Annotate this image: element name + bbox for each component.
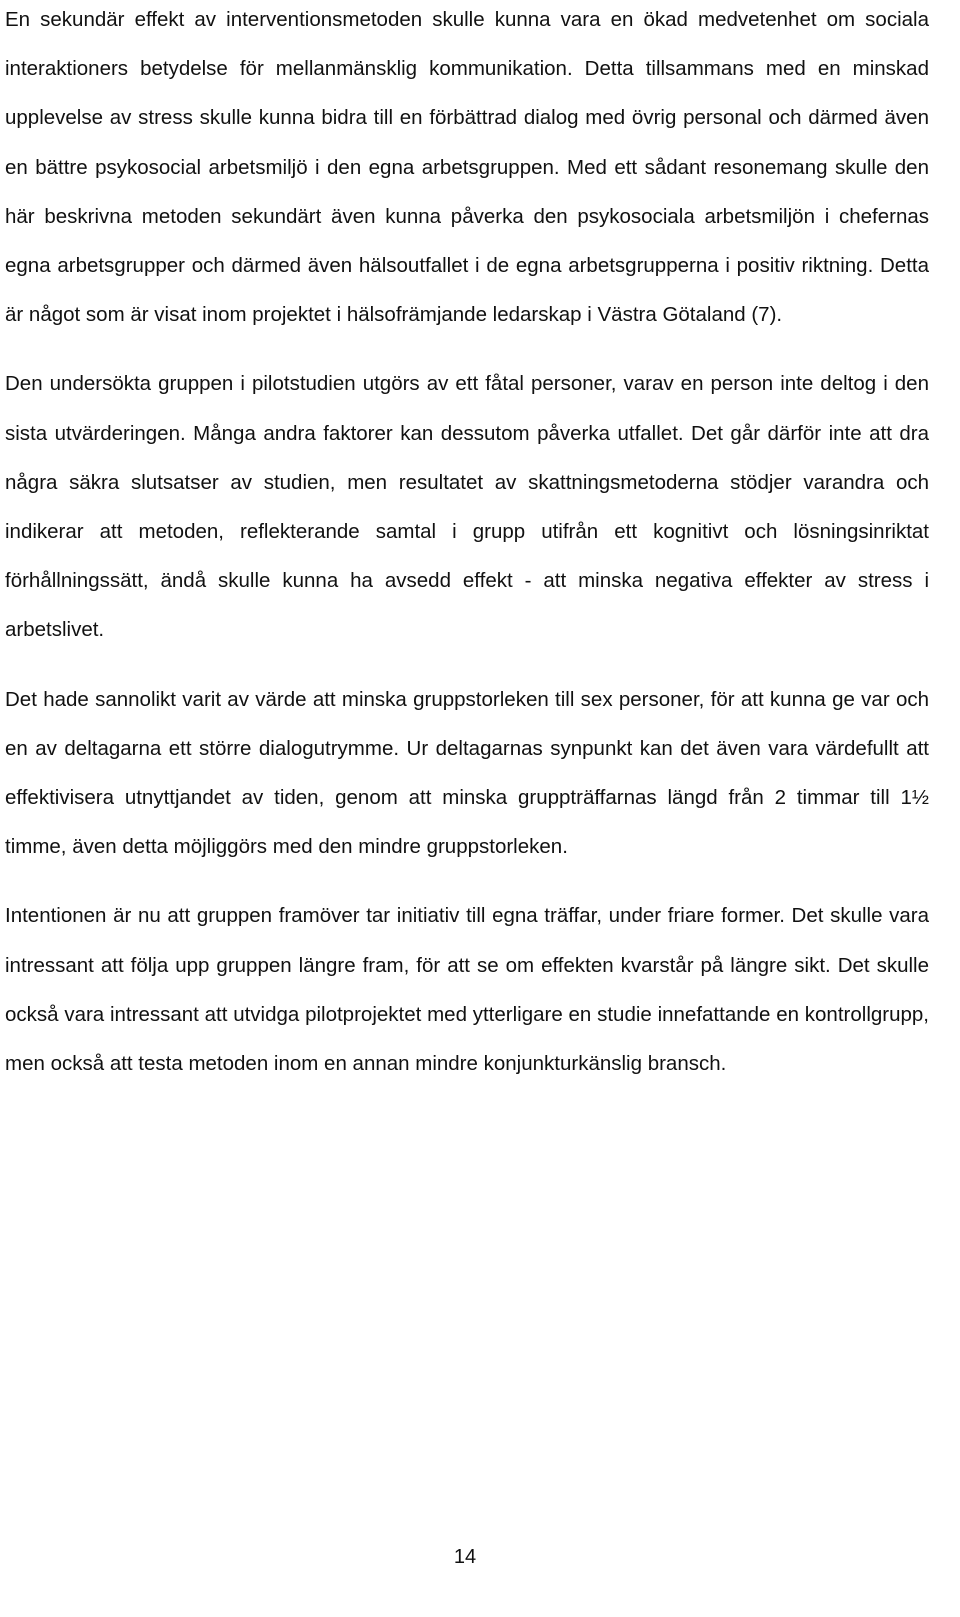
paragraph-group-size: Det hade sannolikt varit av värde att minska gruppstorleken till sex personer, för att kunna ge var och en av deltagarna ett större dialogutrymme. Ur deltagarnas synpunkt kan det även vara värdefullt att effektivisera utnyttjandet av tiden, genom att minska gruppträffarnas längd från 2 timmar till 1½ timme, även detta möjliggörs med den mindre gruppstorleken. (5, 687, 929, 859)
paragraph-secondary-effect: En sekundär effekt av interventionsmetoden skulle kunna vara en ökad medvetenhet om sociala interaktioners betydelse för mellanmänsklig kommunikation. Detta tillsammans med en minskad upplevelse av stress skulle kunna bidra till en förbättrad dialog med övrig personal och därmed även en bättre psykosocial arbetsmiljö i den egna arbetsgruppen. Med ett sådant resonemang skulle den här beskrivna metoden sekundärt även kunna påverka den psykosociala arbetsmiljön i chefernas egna arbetsgrupper och därmed även hälsoutfallet i de egna arbetsgrupperna i positiv riktning. Detta är något som är visat inom projektet i hälsofrämjande ledarskap i Västra Götaland (7). (5, 8, 929, 327)
document-page (5, 0, 929, 1088)
paragraph-pilot-study-limitations: Den undersökta gruppen i pilotstudien utgörs av ett fåtal personer, varav en person inte deltog i den sista utvärderingen. Många andra faktorer kan dessutom påverka utfallet. Det går därför inte att dra några säkra slutsatser av studien, men resultatet av skattningsmetoderna stödjer varandra och indikerar att metoden, reflekterande samtal i grupp utifrån ett kognitivt och lösningsinriktat förhållningssätt, ändå skulle kunna ha avsedd effekt - att minska negativa effekter av stress i arbetslivet. (5, 372, 929, 642)
paragraph-future-intentions: Intentionen är nu att gruppen framöver tar initiativ till egna träffar, under friare former. Det skulle vara intressant att följa upp gruppen längre fram, för att se om effekten kvarstår på längre sikt. Det skulle också vara intressant att utvidga pilotprojektet med ytterligare en studie innefattande en kontrollgrupp, men också att testa metoden inom en annan mindre konjunkturkänslig bransch. (5, 904, 929, 1076)
page-number: 14 (453, 1546, 477, 1568)
